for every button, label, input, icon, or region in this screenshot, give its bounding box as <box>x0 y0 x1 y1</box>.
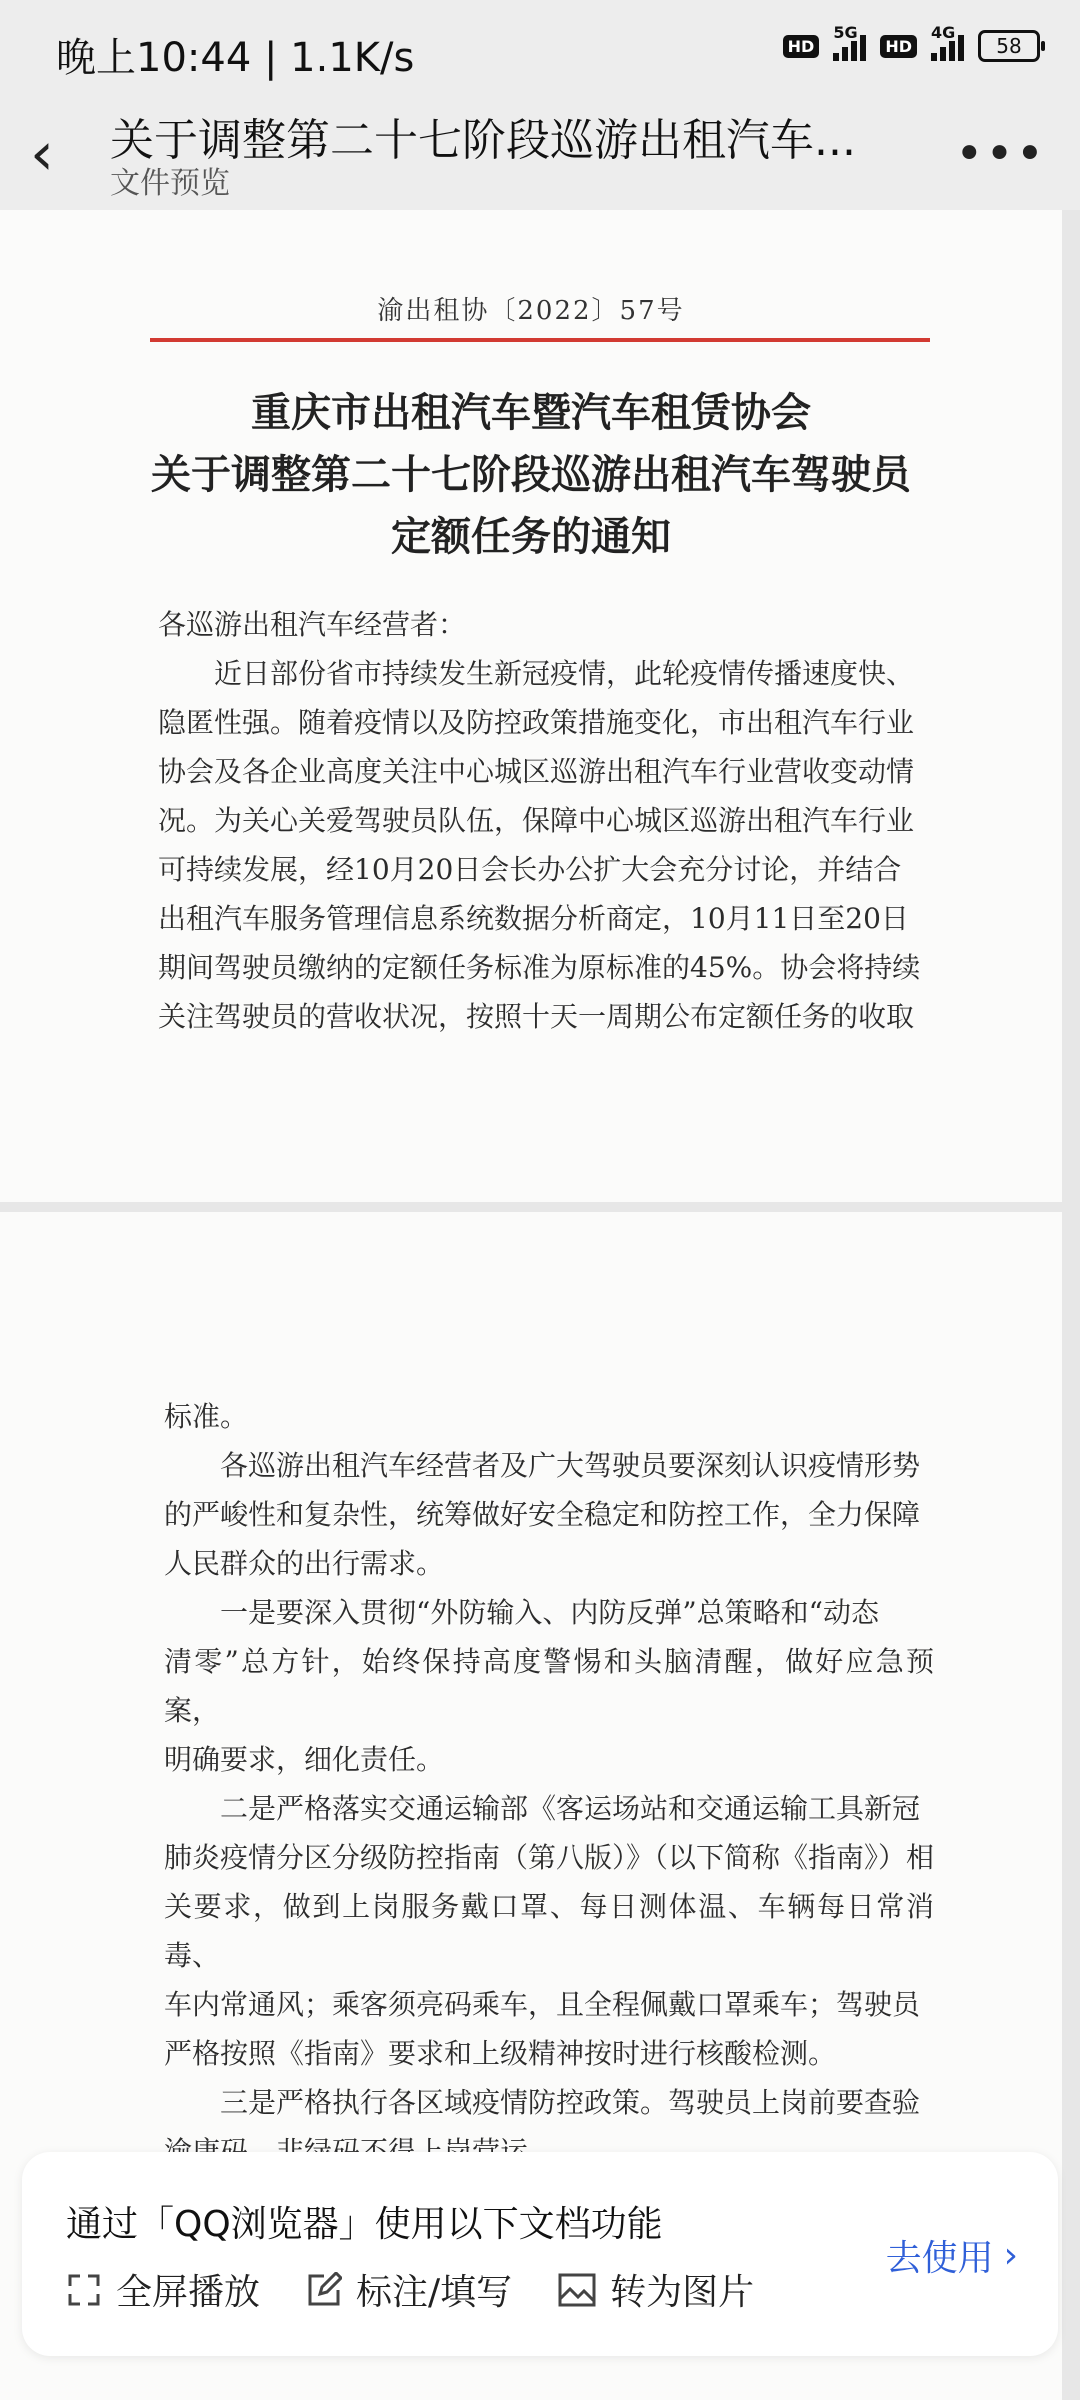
action-label: 转为图片 <box>610 2272 755 2313</box>
use-now-label: 去使用 <box>885 2238 994 2279</box>
body-line: 况。为关心关爱驾驶员队伍，保障中心城区巡游出租汽车行业 <box>158 804 915 837</box>
action-label: 全屏播放 <box>116 2272 261 2313</box>
body-line: 近日部份省市持续发生新冠疫情，此轮疫情传播速度快、 <box>214 657 915 690</box>
status-bar <box>0 0 1080 100</box>
body-line: 各巡游出租汽车经营者及广大驾驶员要深刻认识疫情形势 <box>220 1449 921 1482</box>
back-chevron-icon[interactable]: ‹ <box>30 119 54 189</box>
annotate-button[interactable] <box>306 2264 512 2315</box>
action-label: 标注/填写 <box>356 2272 513 2313</box>
body-line: 肺炎疫情分区分级防控指南（第八版）》（以下简称《指南》）相 <box>164 1841 935 1874</box>
body-line: 三是严格执行各区域疫情防控政策。驾驶员上岗前要查验 <box>220 2086 921 2119</box>
document-page-1[interactable] <box>0 210 1062 1202</box>
body-line: 出租汽车服务管理信息系统数据分析商定，10月11日至20日 <box>158 902 909 935</box>
status-time-speed: 晚上10:44 | 1.1K/s <box>56 35 415 81</box>
body-line: 隐匿性强。随着疫情以及防控政策措施变化，市出租汽车行业 <box>158 706 915 739</box>
document-body-2 <box>164 1392 934 2225</box>
fullscreen-button[interactable] <box>66 2264 260 2315</box>
body-line: 清零”总方针，始终保持高度警惕和头脑清醒，做好应急预案， <box>164 1645 934 1727</box>
page-subtitle: 文件预览 <box>110 166 230 201</box>
popup-actions <box>66 2264 754 2315</box>
title-line: 关于调整第二十七阶段巡游出租汽车驾驶员 <box>151 451 911 498</box>
battery-icon <box>978 30 1040 62</box>
body-line: 车内常通风；乘客须亮码乘车，且全程佩戴口罩乘车；驾驶员 <box>164 1988 921 2021</box>
network-type-label: 5G <box>833 23 858 42</box>
body-line: 二是严格落实交通运输部《客运场站和交通运输工具新冠 <box>220 1792 921 1825</box>
image-icon <box>558 2273 596 2307</box>
battery-level: 58 <box>996 34 1022 58</box>
body-line: 人民群众的出行需求。 <box>164 1547 445 1580</box>
signal-icon <box>931 23 964 61</box>
use-now-button[interactable] <box>886 2230 1018 2281</box>
hd-icon: HD <box>880 35 917 58</box>
body-line: 协会及各企业高度关注中心城区巡游出租汽车行业营收变动情 <box>158 755 915 788</box>
body-line: 可持续发展，经10月20日会长办公扩大会充分讨论，并结合 <box>158 853 902 886</box>
convert-image-button[interactable] <box>558 2264 754 2315</box>
signal-icon <box>833 23 866 61</box>
title-line: 定额任务的通知 <box>391 513 671 560</box>
body-line: 严格按照《指南》要求和上级精神按时进行核酸检测。 <box>164 2037 837 2070</box>
app-header <box>0 100 1080 210</box>
salutation: 各巡游出租汽车经营者： <box>158 608 467 641</box>
red-divider <box>150 338 930 342</box>
hd-icon: HD <box>783 35 820 58</box>
document-title <box>0 382 1062 568</box>
title-line: 重庆市出租汽车暨汽车租赁协会 <box>251 389 811 436</box>
body-line: 期间驾驶员缴纳的定额任务标准为原标准的45%。协会将持续 <box>158 951 921 984</box>
body-line: 明确要求，细化责任。 <box>164 1743 445 1776</box>
page-title: 关于调整第二十七阶段巡游出租汽车... <box>110 115 856 166</box>
chevron-right-icon: › <box>1003 2235 1018 2276</box>
network-type-label: 4G <box>931 23 956 42</box>
body-line: 一是要深入贯彻“外防输入、内防反弹”总策略和“动态 <box>220 1596 879 1629</box>
body-line: 的严峻性和复杂性，统筹做好安全稳定和防控工作，全力保障 <box>164 1498 921 1531</box>
body-line: 标准。 <box>164 1400 249 1433</box>
status-icons <box>783 23 1040 62</box>
qq-browser-popup <box>22 2152 1058 2356</box>
fullscreen-icon <box>66 2272 102 2308</box>
document-number: 渝出租协〔2022〕57号 <box>377 296 685 326</box>
body-line: 关要求，做到上岗服务戴口罩、每日测体温、车辆每日常消毒、 <box>164 1890 934 1972</box>
popup-title: 通过「QQ浏览器」使用以下文档功能 <box>66 2204 663 2245</box>
edit-icon <box>306 2272 342 2308</box>
document-body-1 <box>158 600 928 1041</box>
body-line: 关注驾驶员的营收状况，按照十天一周期公布定额任务的收取 <box>158 1000 915 1033</box>
more-options-icon[interactable]: ••• <box>955 126 1046 182</box>
